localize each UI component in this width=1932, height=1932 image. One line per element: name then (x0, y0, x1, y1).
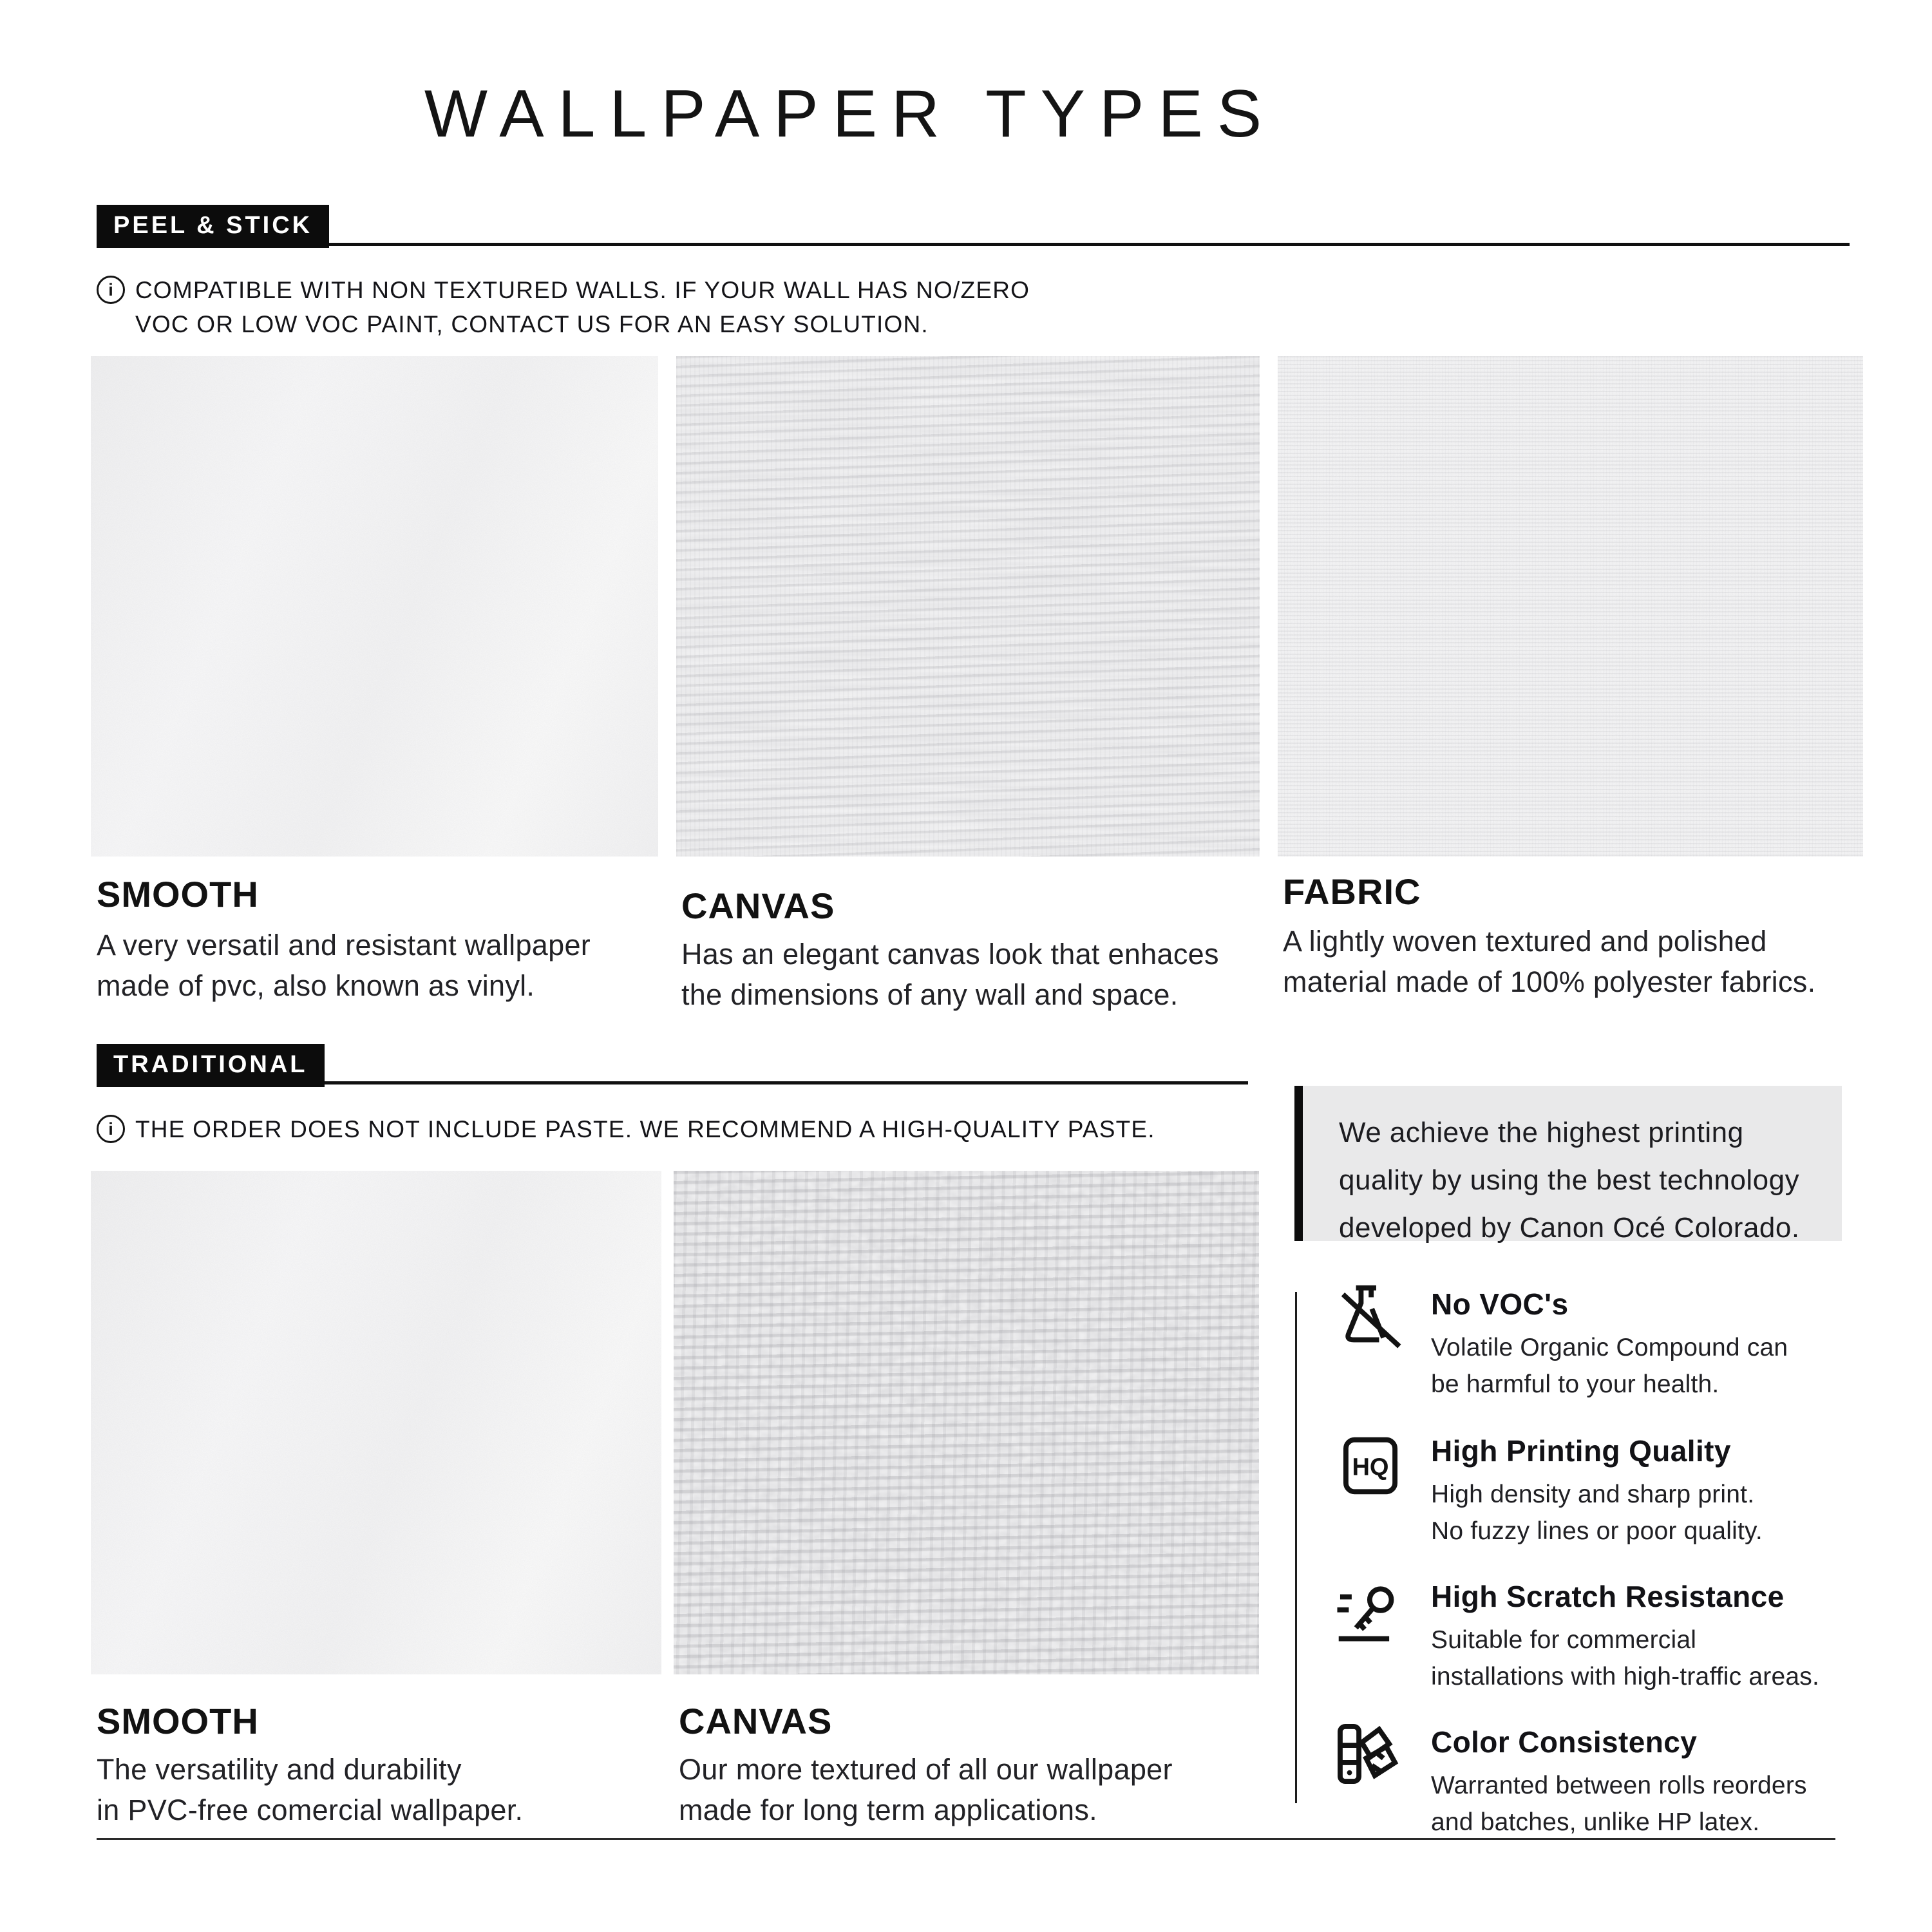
peel-stick-smooth-swatch-image (91, 356, 658, 857)
page-title: WALLPAPER TYPES (424, 77, 1276, 151)
swatch-desc-canvas-line1: Has an elegant canvas look that enhaces (681, 938, 1219, 971)
feature-title-high-printing-quality: High Printing Quality (1431, 1434, 1731, 1468)
traditional-badge: TRADITIONAL (97, 1044, 325, 1087)
swatch-desc-smooth-line1: A very versatil and resistant wallpaper (97, 929, 591, 961)
peel-stick-canvas-swatch-image (676, 356, 1260, 857)
feature-title-color-consistency: Color Consistency (1431, 1725, 1698, 1759)
swatch-desc-canvas-traditional-line1: Our more textured of all our wallpaper (679, 1753, 1173, 1786)
peel-stick-info-line1: COMPATIBLE WITH NON TEXTURED WALLS. IF YOUR WALL HAS NO/ZERO (135, 277, 1030, 303)
swatch-label-fabric: FABRIC (1283, 871, 1421, 912)
color-consistency-icon (1334, 1721, 1406, 1793)
swatch-desc-canvas-line2: the dimensions of any wall and space. (681, 978, 1179, 1011)
peel-stick-info-line2: VOC OR LOW VOC PAINT, CONTACT US FOR AN EASY SOLUTION. (135, 311, 929, 337)
peel-stick-badge: PEEL & STICK (97, 205, 329, 248)
feature-desc-no-voc (1431, 1329, 1848, 1403)
swatch-desc-fabric-line1: A lightly woven textured and polished (1283, 925, 1767, 958)
highlight-line3: developed by Canon Océ Colorado. (1339, 1212, 1800, 1244)
traditional-info (97, 1112, 1155, 1146)
swatch-desc-smooth-traditional-line1: The versatility and durability (97, 1753, 462, 1786)
no-voc-icon (1334, 1283, 1406, 1355)
feature-desc-cc-line1: Warranted between rolls reorders (1431, 1772, 1807, 1799)
feature-desc-hsr-line2: installations with high-traffic areas. (1431, 1663, 1819, 1690)
feature-desc-cc-line2: and batches, unlike HP latex. (1431, 1808, 1760, 1836)
feature-desc-hsr-line1: Suitable for commercial (1431, 1626, 1697, 1654)
highlight-line2: quality by using the best technology (1339, 1164, 1800, 1196)
highlight-line1: We achieve the highest printing (1339, 1117, 1744, 1148)
feature-desc-no-voc-line2: be harmful to your health. (1431, 1370, 1719, 1398)
feature-high-scratch-resistance (1327, 1579, 1848, 1695)
feature-desc-no-voc-line1: Volatile Organic Compound can (1431, 1334, 1788, 1361)
swatch-label-smooth-traditional: SMOOTH (97, 1701, 259, 1741)
swatch-label-canvas-traditional: CANVAS (679, 1701, 833, 1741)
traditional-smooth-swatch-image (91, 1171, 661, 1674)
swatch-desc-smooth-line2: made of pvc, also known as vinyl. (97, 969, 535, 1002)
swatch-desc-canvas (681, 934, 1219, 1015)
peel-stick-fabric-swatch-image (1278, 356, 1863, 857)
swatch-label-canvas: CANVAS (681, 886, 835, 926)
feature-desc-hpq-line1: High density and sharp print. (1431, 1481, 1755, 1508)
scratch-resistance-icon (1334, 1575, 1406, 1647)
hq-icon-label: HQ (1352, 1454, 1389, 1481)
feature-desc-color-consistency (1431, 1767, 1848, 1841)
peel-stick-rule (97, 243, 1850, 246)
swatch-desc-canvas-traditional-line2: made for long term applications. (679, 1794, 1097, 1826)
feature-desc-high-printing-quality (1431, 1476, 1848, 1549)
feature-desc-hpq-line2: No fuzzy lines or poor quality. (1431, 1517, 1763, 1545)
feature-title-no-voc: No VOC's (1431, 1287, 1569, 1321)
feature-color-consistency (1327, 1725, 1848, 1841)
swatch-label-smooth: SMOOTH (97, 874, 259, 914)
swatch-desc-smooth-traditional-line2: in PVC-free comercial wallpaper. (97, 1794, 524, 1826)
swatch-desc-fabric-line2: material made of 100% polyester fabrics. (1283, 965, 1816, 998)
printing-quality-highlight-box (1294, 1086, 1842, 1244)
swatch-desc-smooth (97, 925, 591, 1006)
peel-stick-info-text (135, 273, 1030, 341)
feature-high-printing-quality (1327, 1434, 1848, 1549)
swatch-desc-fabric (1283, 921, 1815, 1002)
hq-icon (1334, 1430, 1406, 1502)
sidebar-divider-line (1295, 1292, 1297, 1803)
feature-no-voc (1327, 1287, 1848, 1403)
info-icon: i (97, 1115, 125, 1143)
feature-title-high-scratch-resistance: High Scratch Resistance (1431, 1580, 1785, 1613)
swatch-desc-canvas-traditional (679, 1749, 1173, 1830)
bottom-rule (97, 1838, 1835, 1840)
swatch-desc-smooth-traditional (97, 1749, 523, 1830)
peel-stick-info (97, 273, 1030, 341)
traditional-info-line: THE ORDER DOES NOT INCLUDE PASTE. WE RECOMMEND A HIGH-QUALITY PASTE. (135, 1116, 1155, 1142)
feature-desc-high-scratch-resistance (1431, 1622, 1848, 1695)
traditional-canvas-swatch-image (674, 1171, 1259, 1674)
info-icon: i (97, 276, 125, 304)
